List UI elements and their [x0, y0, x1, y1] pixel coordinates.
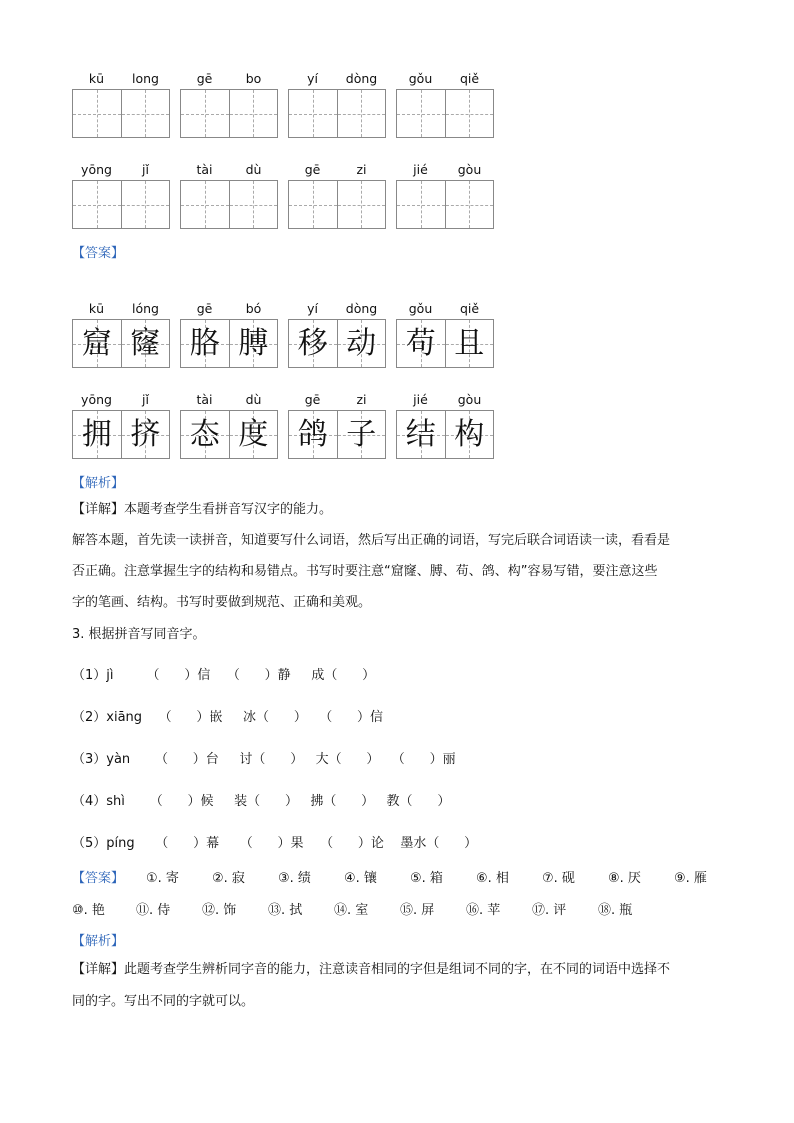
- hanzi-char: 挤: [130, 416, 161, 452]
- tianzige-cell: [397, 320, 445, 367]
- answer-item: ⑮. 屏: [400, 903, 435, 918]
- tianzige-cell: [397, 90, 445, 137]
- tianzige-cell: [289, 90, 337, 137]
- detail-line-3: 否正确。注意掌握生字的结构和易错点。书写时要注意“窟窿、膊、苟、鸽、构”容易写错，要注意这些: [72, 564, 658, 579]
- tianzige-cell: [229, 320, 278, 367]
- tianzige-cell: [445, 90, 494, 137]
- pinyin-line: [180, 163, 278, 177]
- pinyin-line: [72, 72, 170, 86]
- tianzige-boxes: [396, 319, 494, 368]
- question-item-1: （1）jì （ ）信 （ ）静 成（ ）: [72, 668, 376, 683]
- answer-item: ⑩. 艳: [72, 903, 105, 918]
- tianzige-cell: [121, 411, 170, 458]
- pinyin-line: [180, 72, 278, 86]
- pinyin-syllable: bó: [245, 301, 262, 316]
- pinyin-line: [288, 302, 386, 316]
- pinyin-syllable: gòu: [457, 392, 482, 407]
- pinyin-syllable: yí: [307, 71, 318, 86]
- hanzi-char: 膊: [238, 325, 269, 361]
- tianzige-cell: [181, 320, 229, 367]
- tianzige-cell: [337, 90, 386, 137]
- pinyin-syllable: kū: [88, 71, 105, 86]
- pinyin-line: [396, 393, 494, 407]
- tianzige-boxes: [288, 180, 386, 229]
- word-box: [396, 72, 494, 138]
- word-box: [72, 72, 170, 138]
- pinyin-syllable: dòng: [345, 301, 378, 316]
- question-item-2: （2）xiāng （ ）嵌 冰（ ） （ ）信: [72, 710, 384, 725]
- pinyin-grid-row-1: [72, 72, 494, 138]
- pinyin-syllable: zi: [356, 162, 367, 177]
- hanzi-char: 移: [297, 325, 328, 361]
- hanzi-char: 鸽: [297, 416, 328, 452]
- tianzige-boxes: [72, 319, 170, 368]
- answer-grid-row-1: [72, 302, 494, 368]
- answer3-row-1: [72, 867, 740, 886]
- hanzi-char: 拥: [81, 416, 112, 452]
- word-box: [288, 163, 386, 229]
- pinyin-line: [180, 393, 278, 407]
- tianzige-boxes: [72, 410, 170, 459]
- pinyin-line: [288, 393, 386, 407]
- hanzi-char: 苟: [405, 325, 436, 361]
- pinyin-syllable: dù: [245, 392, 262, 407]
- pinyin-syllable: gòu: [457, 162, 482, 177]
- hanzi-char: 构: [454, 416, 485, 452]
- pinyin-syllable: tài: [196, 162, 213, 177]
- answer-item: ⑥. 相: [476, 871, 509, 886]
- tianzige-boxes: [72, 180, 170, 229]
- word-box: [396, 393, 494, 459]
- tianzige-boxes: [396, 410, 494, 459]
- hanzi-char: 窟: [81, 325, 112, 361]
- answer-item: ⑨. 雁: [674, 871, 707, 886]
- tianzige-cell: [397, 411, 445, 458]
- tianzige-cell: [121, 320, 170, 367]
- hanzi-char: 胳: [189, 325, 220, 361]
- hanzi-char: 窿: [130, 325, 161, 361]
- answer-item: ⑫. 饰: [202, 903, 237, 918]
- tianzige-cell: [397, 181, 445, 228]
- word-box: [180, 72, 278, 138]
- pinyin-syllable: qiě: [459, 301, 480, 316]
- tianzige-cell: [121, 181, 170, 228]
- answer-item: ⑰. 评: [532, 903, 567, 918]
- answer-item: ⑧. 厌: [608, 871, 641, 886]
- pinyin-syllable: jié: [413, 162, 428, 177]
- tianzige-cell: [445, 181, 494, 228]
- answer-item: ⑯. 苹: [466, 903, 501, 918]
- tianzige-cell: [445, 320, 494, 367]
- word-box: [396, 163, 494, 229]
- tianzige-cell: [73, 181, 121, 228]
- pinyin-line: [72, 302, 170, 316]
- tianzige-cell: [229, 411, 278, 458]
- tianzige-cell: [445, 411, 494, 458]
- answer-item: ⑬. 拭: [268, 903, 303, 918]
- answer-item: ⑦. 砚: [542, 871, 575, 886]
- tianzige-boxes: [72, 89, 170, 138]
- question-3-title: 3. 根据拼音写同音字。: [72, 627, 206, 642]
- tianzige-boxes: [396, 89, 494, 138]
- question-item-4: （4）shì （ ）候 装（ ） 拂（ ） 教（ ）: [72, 794, 451, 809]
- analysis-label: 【解析】: [72, 476, 125, 491]
- analysis-label-2: 【解析】: [72, 934, 125, 949]
- answer-item: ⑪. 侍: [136, 903, 171, 918]
- word-box: [396, 302, 494, 368]
- detail2-line-1: 【详解】此题考查学生辨析同字音的能力，注意读音相同的字但是组词不同的字，在不同的词语中选择不: [72, 962, 671, 977]
- detail-line-4: 字的笔画、结构。书写时要做到规范、正确和美观。: [72, 595, 372, 610]
- tianzige-cell: [181, 90, 229, 137]
- pinyin-syllable: lóng: [132, 301, 159, 316]
- pinyin-line: [72, 163, 170, 177]
- word-box: [180, 163, 278, 229]
- pinyin-line: [180, 302, 278, 316]
- pinyin-syllable: dòng: [345, 71, 378, 86]
- pinyin-syllable: gǒu: [408, 71, 433, 86]
- tianzige-cell: [73, 411, 121, 458]
- tianzige-boxes: [288, 89, 386, 138]
- tianzige-cell: [229, 90, 278, 137]
- pinyin-syllable: jǐ: [142, 162, 149, 177]
- tianzige-cell: [73, 90, 121, 137]
- pinyin-syllable: zi: [356, 392, 367, 407]
- tianzige-cell: [289, 181, 337, 228]
- tianzige-boxes: [180, 89, 278, 138]
- pinyin-line: [396, 163, 494, 177]
- pinyin-syllable: jǐ: [142, 392, 149, 407]
- pinyin-syllable: gē: [304, 392, 321, 407]
- pinyin-line: [72, 393, 170, 407]
- word-box: [288, 72, 386, 138]
- word-box: [72, 393, 170, 459]
- word-box: [180, 393, 278, 459]
- detail-line-1: 【详解】本题考查学生看拼音写汉字的能力。: [72, 502, 333, 517]
- tianzige-cell: [289, 411, 337, 458]
- pinyin-grid-row-2: [72, 163, 494, 229]
- tianzige-boxes: [288, 410, 386, 459]
- answer-grid-row-2: [72, 393, 494, 459]
- answer-item: ①. 寄: [146, 871, 179, 886]
- tianzige-cell: [337, 411, 386, 458]
- answer-item: ⑭. 室: [334, 903, 369, 918]
- answer-item: ④. 镶: [344, 871, 377, 886]
- hanzi-char: 子: [346, 416, 377, 452]
- pinyin-syllable: gē: [196, 71, 213, 86]
- tianzige-cell: [73, 320, 121, 367]
- pinyin-line: [288, 163, 386, 177]
- pinyin-syllable: bo: [245, 71, 262, 86]
- tianzige-boxes: [180, 410, 278, 459]
- detail-line-2: 解答本题，首先读一读拼音，知道要写什么词语，然后写出正确的词语，写完后联合词语读一读，看看是: [72, 533, 671, 548]
- answer3-label: 【答案】: [72, 871, 125, 886]
- hanzi-char: 度: [238, 416, 269, 452]
- tianzige-cell: [181, 181, 229, 228]
- pinyin-syllable: dù: [245, 162, 262, 177]
- question-item-5: （5）píng （ ）幕 （ ）果 （ ）论 墨水（ ）: [72, 836, 478, 851]
- tianzige-boxes: [288, 319, 386, 368]
- word-box: [72, 302, 170, 368]
- word-box: [288, 302, 386, 368]
- pinyin-line: [396, 302, 494, 316]
- pinyin-syllable: jié: [413, 392, 428, 407]
- answer-item: ③. 绩: [278, 871, 311, 886]
- pinyin-line: [288, 72, 386, 86]
- answer-item: ⑱. 瓶: [598, 903, 633, 918]
- pinyin-syllable: gē: [196, 301, 213, 316]
- pinyin-line: [396, 72, 494, 86]
- pinyin-syllable: tài: [196, 392, 213, 407]
- answer3-row-2: [72, 899, 664, 918]
- pinyin-syllable: yōng: [81, 162, 112, 177]
- tianzige-cell: [121, 90, 170, 137]
- pinyin-syllable: kū: [88, 301, 105, 316]
- pinyin-syllable: yí: [307, 301, 318, 316]
- tianzige-cell: [337, 181, 386, 228]
- hanzi-char: 态: [189, 416, 220, 452]
- word-box: [180, 302, 278, 368]
- answer-item: ②. 寂: [212, 871, 245, 886]
- pinyin-syllable: gē: [304, 162, 321, 177]
- word-box: [288, 393, 386, 459]
- hanzi-char: 结: [405, 416, 436, 452]
- tianzige-boxes: [396, 180, 494, 229]
- pinyin-syllable: gǒu: [408, 301, 433, 316]
- tianzige-boxes: [180, 319, 278, 368]
- pinyin-syllable: long: [132, 71, 159, 86]
- word-box: [72, 163, 170, 229]
- answer-item: ⑤. 箱: [410, 871, 443, 886]
- tianzige-cell: [337, 320, 386, 367]
- tianzige-cell: [289, 320, 337, 367]
- pinyin-syllable: qiě: [459, 71, 480, 86]
- pinyin-syllable: yōng: [81, 392, 112, 407]
- answer-label: 【答案】: [72, 246, 125, 261]
- tianzige-boxes: [180, 180, 278, 229]
- tianzige-cell: [181, 411, 229, 458]
- detail2-line-2: 同的字。写出不同的字就可以。: [72, 994, 255, 1009]
- question-item-3: （3）yàn （ ）台 讨（ ） 大（ ） （ ）丽: [72, 752, 456, 767]
- tianzige-cell: [229, 181, 278, 228]
- hanzi-char: 动: [346, 325, 377, 361]
- hanzi-char: 且: [454, 325, 485, 361]
